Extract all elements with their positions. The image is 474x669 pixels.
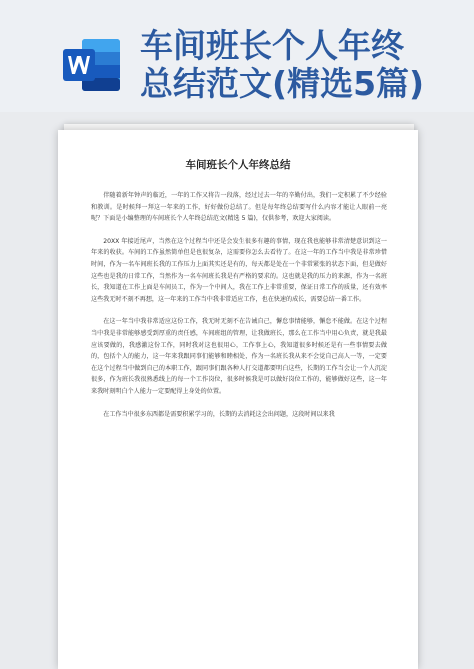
document-paragraph-4: 在工作当中很多东西都是需要积累学习的，长期的去消耗这会出问题，这段时间以来我 — [103, 410, 335, 418]
document-paragraph-2: 20XX 年接近尾声，当然在这个过程当中还是会发生很多有趣的事情，现在我也能够非常清楚意识到这一年来的收获。车间的工作虽然简单但是也很复杂，这需要你怎么去看待了。在这一年的工作当中我是非常珍惜时间，作为一名车间班长我的工作压力上面其实还是有的，每天都是处在一个非常紧张的状态下面，但是做好这些也是我的日常工作，当然作为一名车间班长我是有严格的要求的。这也就是我的压力的来源，作为一名班长，我知道在工作上面是车间员工，作为一个中间人，我在工作上非常重要，保证日常工作的质量，还有效率这些我无时不刻不再想，这一年来的工作当中我非常适应工作，也在快速的成长，需要总结一番工作。 — [91, 237, 387, 303]
document-title: 车间班长个人年终总结 — [185, 159, 291, 171]
microsoft-word-icon — [60, 33, 124, 97]
page-title-line-2: 总结范文(精选5篇) — [140, 64, 425, 103]
document-paragraph-3: 在这一年当中我非常适应这份工作，我无时无刻不在告诫自己，懈怠事情能够，懈怠不能做。在这个过程当中我是非常能够感受到厚重的责任感，车间班组的管理，让我做班长，那么在工作当中用心负责，就是我最应该要做的，我感激这份工作，同时我对这也很用心，工作事上心，我知道很多时候还是有一些事情要去做的，包括个人的能力，这一年来我跟同事们能够和睦相处，作为一名班长我从来不会觉自己高人一等，一定要在这个过程当中做到自己的本职工作，跟同事们跟各种人打交道都要明白这些，长期的工作当会让一个人沉淀很多，作为班长我很熟悉线上的每一个工作岗位，很多时候我是可以做好岗位工作的，能够做好这些，这一年来我时刻明白个人能力一定要配得上身处的位置。 — [91, 318, 387, 395]
document-page — [58, 130, 418, 669]
header-banner — [0, 0, 474, 112]
document-paragraph-1: 伴随着新年钟声的临近，一年的工作又将告一段落，经过过去一年的辛勤付出，我们一定积累了不少经验和教训。是时候拜一拜这一年来的工作，好好做份总结了。但是每年终总结要写什么内容才能让人眼前一亮呢？下面是小编整理的车间班长个人年终总结范文(精选 5 篇)，仅供参考，欢迎大家阅读。 — [91, 192, 387, 223]
document-body — [91, 190, 387, 431]
page-title-line-1: 车间班长个人年终 — [140, 26, 404, 65]
